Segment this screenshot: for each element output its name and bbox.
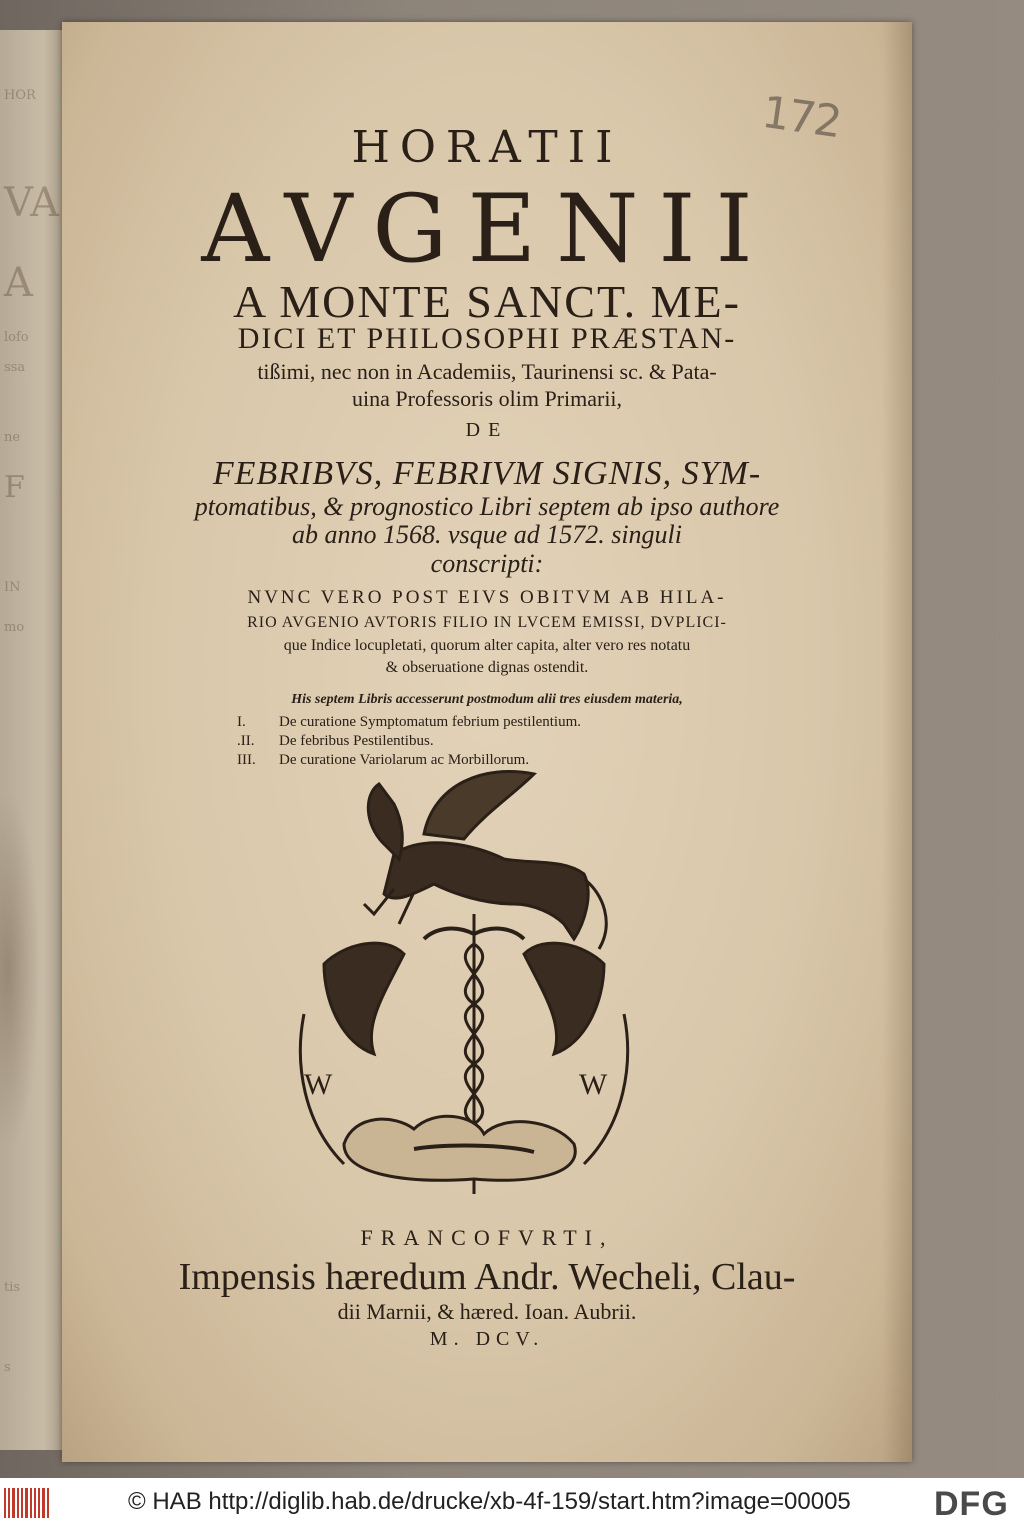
title-line: DE (465, 419, 509, 441)
title-line: DICI ET PHILOSOPHI PRÆSTAN- (237, 322, 737, 355)
printers-device-pegasus-woodcut (284, 764, 644, 1214)
facing-page-edge (0, 30, 62, 1450)
contents-text: De curatione Symptomatum febrium pestilentium. (279, 714, 582, 730)
facing-page-text: lofo (4, 330, 29, 345)
facing-page-text: tis (4, 1280, 21, 1295)
author-first-name: HORATII (351, 122, 623, 173)
contents-item (237, 714, 581, 733)
imprint-publisher: Impensis hæredum Andr. Wecheli, Clau- (178, 1256, 796, 1298)
dfg-logo: DFG (934, 1485, 1009, 1523)
subject-title: FEBRIBVS, FEBRIVM SIGNIS, SYM- (212, 455, 762, 492)
facing-page-text: A (4, 260, 33, 306)
title-line: NVNC VERO POST EIVS OBITVM AB HILA- (247, 587, 727, 608)
contents-list (237, 714, 581, 771)
title-line: tißimi, nec non in Academiis, Taurinensi sc. & Pata- (257, 359, 717, 384)
pegasus-icon (384, 843, 588, 939)
facing-page-woodcut (0, 790, 40, 1150)
facing-page-text: s (4, 1360, 11, 1375)
copyright-link[interactable]: © HAB http://diglib.hab.de/drucke/xb-4f-159/start.htm?image=00005 (128, 1488, 851, 1515)
title-line: que Indice locupletati, quorum alter capita, alter vero res notatu (283, 637, 691, 654)
contents-item (237, 733, 581, 752)
cornucopia-icon (324, 943, 604, 1054)
facing-page-text: ssa (4, 360, 26, 375)
title-line: ab anno 1568. vsque ad 1572. singuli (292, 520, 682, 549)
contents-number: .II. (237, 733, 255, 749)
imprint-city: FRANCOFVRTI, (360, 1225, 614, 1250)
barcode-icon (4, 1488, 49, 1518)
monogram-right: W (579, 1068, 608, 1101)
facing-page-text: mo (4, 620, 25, 635)
additional-books-note: His septem Libris accesserunt postmodum alii tres eiusdem materia, (291, 692, 683, 707)
contents-number: I. (237, 714, 246, 730)
viewer-footer (0, 1478, 1024, 1527)
imprint-year: M. DCV. (429, 1328, 545, 1350)
facing-page-text: ne (4, 430, 21, 445)
title-line: uina Professoris olim Primarii, (351, 386, 623, 411)
title-line: & obseruatione dignas ostendit. (385, 659, 589, 676)
monogram-left: W (304, 1068, 333, 1101)
title-line: RIO AVGENIO AVTORIS FILIO IN LVCEM EMISSI, DVPLICI- (247, 614, 727, 631)
facing-page-text: HOR (4, 88, 36, 103)
title-page (62, 22, 912, 1462)
imprint-publisher: dii Marnii, & hæred. Ioan. Aubrii. (337, 1299, 637, 1324)
clasped-hands-icon (344, 1116, 575, 1180)
handwritten-shelfmark: 172 (758, 86, 844, 149)
facing-page-text: IN (4, 580, 21, 595)
title-line: ptomatibus, & prognostico Libri septem ab ipso authore (194, 492, 780, 521)
contents-text: De curatione Variolarum ac Morbillorum. (279, 752, 530, 768)
facing-page-text: VA (4, 180, 60, 226)
title-line: A MONTE SANCT. ME- (233, 276, 741, 327)
author-surname: AVGENII (201, 175, 773, 284)
contents-text: De febribus Pestilentibus. (279, 733, 434, 749)
facing-page-text: F (4, 470, 25, 505)
contents-number: III. (237, 752, 256, 768)
title-line: conscripti: (430, 549, 544, 578)
